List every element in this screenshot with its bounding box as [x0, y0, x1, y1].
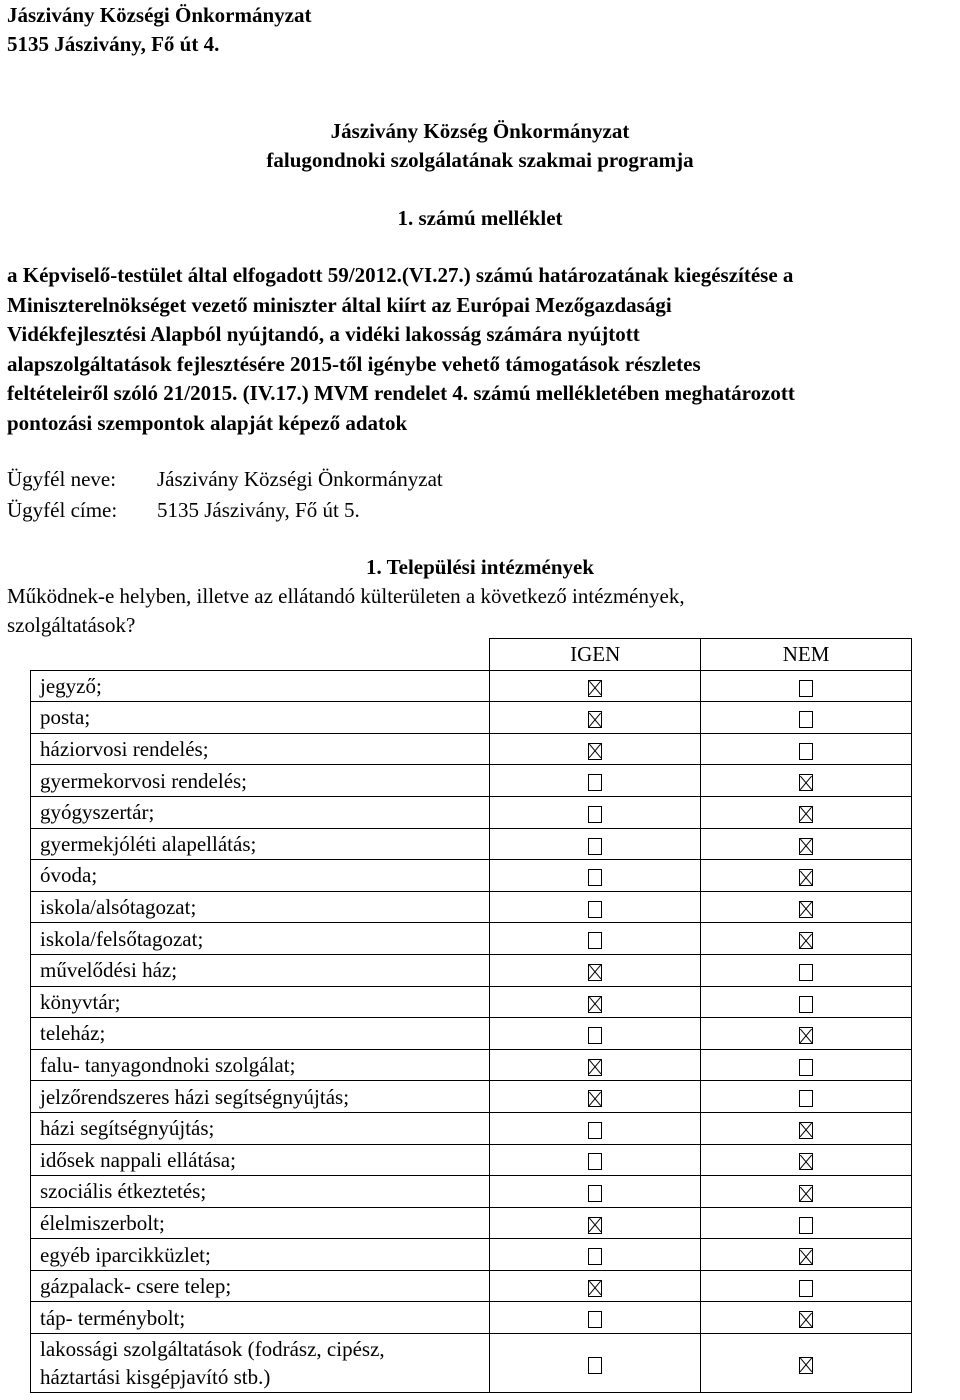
answer-cell-yes	[490, 765, 701, 797]
empty-checkbox-icon[interactable]	[588, 1248, 602, 1265]
empty-checkbox-icon[interactable]	[588, 1027, 602, 1044]
checked-checkbox-icon[interactable]	[588, 680, 602, 697]
service-label: művelődési ház;	[40, 958, 178, 983]
answer-cell-no	[701, 828, 912, 860]
table-row	[31, 1081, 912, 1113]
table-row	[31, 1018, 912, 1050]
empty-checkbox-icon[interactable]	[799, 996, 813, 1013]
service-label: házi segítségnyújtás;	[40, 1116, 215, 1141]
service-label: teleház;	[40, 1021, 106, 1046]
column-header-no: NEM	[701, 639, 912, 671]
answer-cell-no	[701, 860, 912, 892]
table-row	[31, 765, 912, 797]
table-row	[31, 1049, 912, 1081]
empty-checkbox-icon[interactable]	[588, 901, 602, 918]
answer-cell-no	[701, 796, 912, 828]
table-row	[31, 1302, 912, 1334]
empty-checkbox-icon[interactable]	[799, 1059, 813, 1076]
empty-checkbox-icon[interactable]	[588, 1122, 602, 1139]
checked-checkbox-icon[interactable]	[799, 1311, 813, 1328]
table-row	[31, 828, 912, 860]
service-label: egyéb iparcikküzlet;	[40, 1242, 211, 1267]
answer-cell-no	[701, 702, 912, 734]
empty-checkbox-icon[interactable]	[588, 838, 602, 855]
table-row	[31, 986, 912, 1018]
checked-checkbox-icon[interactable]	[799, 932, 813, 949]
answer-cell-yes	[490, 702, 701, 734]
service-label: lakossági szolgáltatások (fodrász, cipész,	[40, 1337, 385, 1362]
service-name-cell	[31, 1270, 490, 1302]
service-name-cell	[31, 828, 490, 860]
table-row	[31, 860, 912, 892]
answer-cell-no	[701, 1207, 912, 1239]
empty-checkbox-icon[interactable]	[588, 1311, 602, 1328]
table-row	[31, 1144, 912, 1176]
table-row	[31, 1239, 912, 1271]
empty-checkbox-icon[interactable]	[799, 1280, 813, 1297]
intro-line: feltételeiről szóló 21/2015. (IV.17.) MVM rendelet 4. számú mellékletében meghatározott	[7, 381, 795, 405]
answer-cell-yes	[490, 1112, 701, 1144]
service-name-cell	[31, 986, 490, 1018]
answer-cell-no	[701, 923, 912, 955]
service-label: gyermekorvosi rendelés;	[40, 768, 248, 793]
service-label: táp- terménybolt;	[40, 1305, 186, 1330]
services-table	[30, 638, 912, 1393]
service-name-cell	[31, 1081, 490, 1113]
empty-checkbox-icon[interactable]	[588, 1153, 602, 1170]
service-name-cell	[31, 923, 490, 955]
column-header-yes: IGEN	[490, 639, 701, 671]
empty-header-cell	[31, 639, 490, 671]
answer-cell-yes	[490, 1207, 701, 1239]
checked-checkbox-icon[interactable]	[799, 774, 813, 791]
answer-cell-no	[701, 1334, 912, 1393]
answer-cell-no	[701, 1049, 912, 1081]
intro-paragraph	[7, 261, 955, 438]
service-name-cell	[31, 733, 490, 765]
service-name-cell	[31, 860, 490, 892]
answer-cell-no	[701, 1112, 912, 1144]
answer-cell-yes	[490, 733, 701, 765]
answer-cell-no	[701, 986, 912, 1018]
checked-checkbox-icon[interactable]	[588, 743, 602, 760]
checked-checkbox-icon[interactable]	[799, 901, 813, 918]
service-label: élelmiszerbolt;	[40, 1210, 165, 1235]
table-row	[31, 670, 912, 702]
answer-cell-yes	[490, 1270, 701, 1302]
checked-checkbox-icon[interactable]	[588, 964, 602, 981]
service-name-cell	[31, 796, 490, 828]
empty-checkbox-icon[interactable]	[588, 1185, 602, 1202]
document-title-line1: Jászivány Község Önkormányzat	[330, 119, 630, 143]
checked-checkbox-icon[interactable]	[799, 806, 813, 823]
answer-cell-yes	[490, 986, 701, 1018]
empty-checkbox-icon[interactable]	[799, 964, 813, 981]
service-label: idősek nappali ellátása;	[40, 1147, 236, 1172]
answer-cell-yes	[490, 860, 701, 892]
service-label: gyógyszertár;	[40, 800, 155, 825]
service-name-cell	[31, 1112, 490, 1144]
service-name-cell	[31, 1018, 490, 1050]
intro-line: pontozási szempontok alapját képező adatok	[7, 410, 408, 435]
table-row	[31, 702, 912, 734]
checked-checkbox-icon[interactable]	[799, 1027, 813, 1044]
table-header-row	[31, 639, 912, 671]
table-row	[31, 954, 912, 986]
checked-checkbox-icon[interactable]	[799, 1153, 813, 1170]
service-name-cell	[31, 1239, 490, 1271]
table-row	[31, 1207, 912, 1239]
service-label: jegyző;	[40, 673, 102, 698]
checked-checkbox-icon[interactable]	[799, 1357, 813, 1374]
empty-checkbox-icon[interactable]	[588, 774, 602, 791]
answer-cell-yes	[490, 954, 701, 986]
intro-line: Vidékfejlesztési Alapból nyújtandó, a vidéki lakosság számára nyújtott	[7, 322, 640, 346]
service-label: jelzőrendszeres házi segítségnyújtás;	[40, 1084, 350, 1109]
answer-cell-yes	[490, 1334, 701, 1393]
answer-cell-yes	[490, 1302, 701, 1334]
service-label-line2: háztartási kisgépjavító stb.)	[40, 1365, 271, 1390]
empty-checkbox-icon[interactable]	[799, 1090, 813, 1107]
intro-line: alapszolgáltatások fejlesztésére 2015-től igénybe vehető támogatások részletes	[7, 351, 701, 376]
answer-cell-yes	[490, 891, 701, 923]
service-name-cell	[31, 954, 490, 986]
answer-cell-no	[701, 891, 912, 923]
client-address-value: 5135 Jászivány, Fő út 5.	[157, 498, 360, 522]
table-row	[31, 891, 912, 923]
table-row	[31, 796, 912, 828]
answer-cell-no	[701, 733, 912, 765]
answer-cell-no	[701, 1239, 912, 1271]
question-line: Működnek-e helyben, illetve az ellátandó külterületen a következő intézmények,	[7, 584, 685, 608]
client-name-label: Ügyfél neve:	[7, 467, 117, 491]
service-label: könyvtár;	[40, 989, 121, 1014]
service-name-cell	[31, 891, 490, 923]
service-name-cell	[31, 1176, 490, 1208]
answer-cell-yes	[490, 923, 701, 955]
answer-cell-no	[701, 765, 912, 797]
service-label: gázpalack- csere telep;	[40, 1274, 232, 1299]
service-label: falu- tanyagondnoki szolgálat;	[40, 1053, 296, 1078]
checked-checkbox-icon[interactable]	[588, 1090, 602, 1107]
client-name-value: Jászivány Községi Önkormányzat	[157, 467, 443, 491]
answer-cell-yes	[490, 796, 701, 828]
client-address-row	[7, 496, 360, 524]
service-label: iskola/felsőtagozat;	[40, 926, 204, 951]
empty-checkbox-icon[interactable]	[588, 869, 602, 886]
answer-cell-yes	[490, 670, 701, 702]
table-row	[31, 1334, 912, 1393]
table-row	[31, 1112, 912, 1144]
service-name-cell	[31, 1334, 490, 1393]
service-name-cell	[31, 1207, 490, 1239]
checked-checkbox-icon[interactable]	[799, 1185, 813, 1202]
org-address: 5135 Jászivány, Fő út 4.	[7, 32, 220, 56]
checked-checkbox-icon[interactable]	[588, 1059, 602, 1076]
answer-cell-yes	[490, 1049, 701, 1081]
client-name-row	[7, 465, 443, 493]
answer-cell-no	[701, 1018, 912, 1050]
answer-cell-no	[701, 1144, 912, 1176]
annex-label: 1. számú melléklet	[397, 206, 563, 230]
answer-cell-no	[701, 1302, 912, 1334]
intro-line: Miniszterelnökséget vezető miniszter által kiírt az Európai Mezőgazdasági	[7, 292, 672, 317]
service-name-cell	[31, 1302, 490, 1334]
checked-checkbox-icon[interactable]	[799, 838, 813, 855]
empty-checkbox-icon[interactable]	[588, 1357, 602, 1374]
answer-cell-no	[701, 1270, 912, 1302]
service-label: háziorvosi rendelés;	[40, 737, 209, 762]
service-label: óvoda;	[40, 863, 98, 888]
checked-checkbox-icon[interactable]	[588, 996, 602, 1013]
answer-cell-yes	[490, 1239, 701, 1271]
checked-checkbox-icon[interactable]	[799, 869, 813, 886]
service-label: posta;	[40, 705, 91, 730]
checked-checkbox-icon[interactable]	[799, 1248, 813, 1265]
checked-checkbox-icon[interactable]	[588, 711, 602, 728]
answer-cell-no	[701, 954, 912, 986]
answer-cell-no	[701, 1081, 912, 1113]
service-name-cell	[31, 670, 490, 702]
question-line: szolgáltatások?	[7, 613, 136, 637]
empty-checkbox-icon[interactable]	[799, 743, 813, 760]
service-name-cell	[31, 1049, 490, 1081]
document-title-line2: falugondnoki szolgálatának szakmai programja	[266, 148, 694, 172]
table-row	[31, 923, 912, 955]
answer-cell-yes	[490, 828, 701, 860]
answer-cell-yes	[490, 1176, 701, 1208]
service-label: gyermekjóléti alapellátás;	[40, 831, 257, 856]
checked-checkbox-icon[interactable]	[588, 1217, 602, 1234]
empty-checkbox-icon[interactable]	[799, 1217, 813, 1234]
answer-cell-yes	[490, 1018, 701, 1050]
empty-checkbox-icon[interactable]	[799, 680, 813, 697]
answer-cell-no	[701, 670, 912, 702]
service-name-cell	[31, 702, 490, 734]
empty-checkbox-icon[interactable]	[588, 806, 602, 823]
section-question	[7, 582, 955, 640]
answer-cell-no	[701, 1176, 912, 1208]
org-name: Jászivány Községi Önkormányzat	[7, 3, 312, 27]
empty-checkbox-icon[interactable]	[799, 711, 813, 728]
checked-checkbox-icon[interactable]	[799, 1122, 813, 1139]
answer-cell-yes	[490, 1081, 701, 1113]
service-label: szociális étkeztetés;	[40, 1179, 207, 1204]
service-label: iskola/alsótagozat;	[40, 895, 197, 920]
table-row	[31, 733, 912, 765]
client-address-label: Ügyfél címe:	[7, 498, 118, 522]
service-name-cell	[31, 1144, 490, 1176]
table-row	[31, 1270, 912, 1302]
answer-cell-yes	[490, 1144, 701, 1176]
service-name-cell	[31, 765, 490, 797]
table-row	[31, 1176, 912, 1208]
intro-line: a Képviselő-testület által elfogadott 59/2012.(VI.27.) számú határozatának kiegészítése a	[7, 263, 794, 287]
empty-checkbox-icon[interactable]	[588, 932, 602, 949]
checked-checkbox-icon[interactable]	[588, 1280, 602, 1297]
section-heading: 1. Települési intézmények	[365, 555, 595, 579]
